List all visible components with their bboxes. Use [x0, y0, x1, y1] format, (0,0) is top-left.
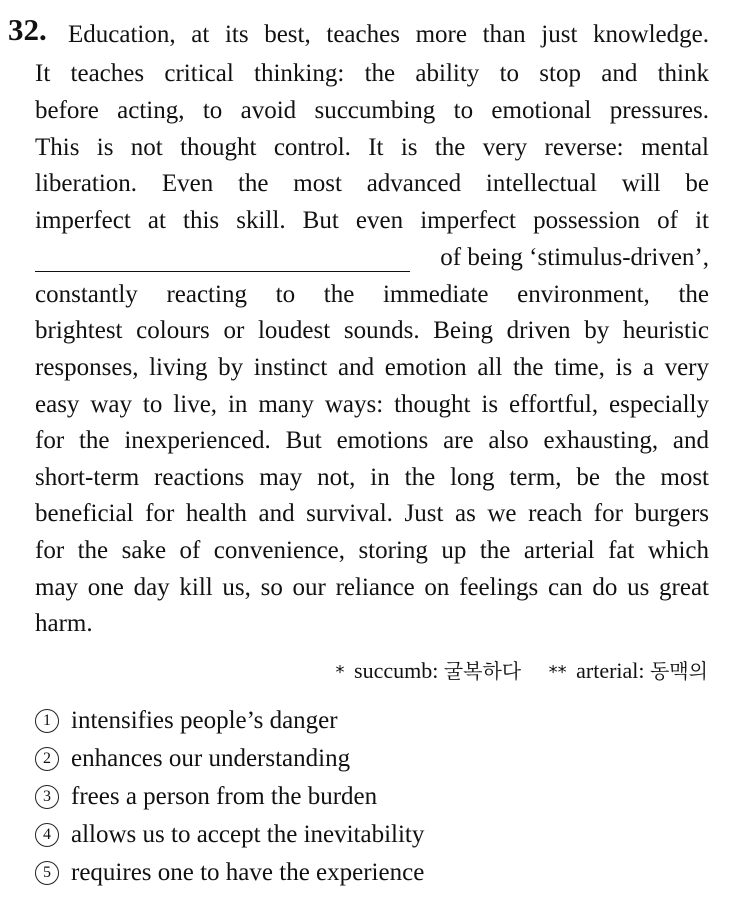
glossary-entry — [549, 656, 708, 688]
passage-line: Education, at its best, teaches more than just knowledge. — [68, 21, 709, 48]
passage-line: harm. — [35, 610, 93, 637]
passage-line: brightest colours or loudest sounds. Being driven by heuristic — [35, 317, 709, 344]
circled-number-4: 4 — [35, 823, 59, 847]
footnote-marker: ** — [548, 662, 567, 683]
answer-option-3[interactable] — [35, 780, 377, 814]
answer-option-2[interactable] — [35, 742, 350, 776]
passage-line: It teaches critical thinking: the ability to stop and think — [35, 60, 709, 87]
passage-line: short-term reactions may not, in the long term, be the most — [35, 464, 709, 491]
circled-number-1: 1 — [35, 709, 59, 733]
glossary-meaning: 동맥의 — [650, 659, 708, 683]
option-text: enhances our understanding — [71, 745, 351, 772]
glossary-meaning: 굴복하다 — [443, 659, 522, 683]
passage-line: for the inexperienced. But emotions are also exhausting, and — [35, 427, 709, 454]
passage-line: may one day kill us, so our reliance on feelings can do us great — [35, 574, 709, 601]
answer-option-5[interactable] — [35, 856, 424, 890]
passage-line: responses, living by instinct and emotion all the time, is a very — [35, 354, 709, 381]
answer-option-1[interactable] — [35, 704, 338, 738]
passage-line: for the sake of convenience, storing up the arterial fat which — [35, 537, 709, 564]
option-text: frees a person from the burden — [71, 783, 378, 810]
question-number: 32. — [8, 12, 47, 47]
option-text: requires one to have the experience — [71, 859, 425, 886]
passage-line: before acting, to avoid succumbing to emotional pressures. — [35, 97, 709, 124]
glossary — [336, 656, 708, 688]
passage-line: easy way to live, in many ways: thought is effortful, especially — [35, 391, 709, 418]
passage-line: constantly reacting to the immediate environment, the — [35, 281, 709, 308]
passage-line-after-blank: of being ‘stimulus-driven’, — [440, 244, 709, 271]
glossary-term: arterial: — [576, 658, 645, 683]
passage-line: This is not thought control. It is the very reverse: mental — [35, 134, 709, 161]
passage-line: beneficial for health and survival. Just as we reach for burgers — [35, 500, 709, 527]
passage-line: imperfect at this skill. But even imperfect possession of it — [35, 207, 709, 234]
blank-line — [35, 240, 709, 276]
answer-option-4[interactable] — [35, 818, 424, 852]
glossary-term: succumb: — [354, 658, 439, 683]
answer-blank — [35, 271, 410, 272]
option-text: intensifies people’s danger — [71, 707, 338, 734]
passage-line: liberation. Even the most advanced intellectual will be — [35, 170, 709, 197]
circled-number-2: 2 — [35, 747, 59, 771]
circled-number-3: 3 — [35, 785, 59, 809]
circled-number-5: 5 — [35, 861, 59, 885]
footnote-marker: * — [335, 662, 345, 683]
glossary-entry — [336, 656, 522, 688]
option-text: allows us to accept the inevitability — [71, 821, 425, 848]
